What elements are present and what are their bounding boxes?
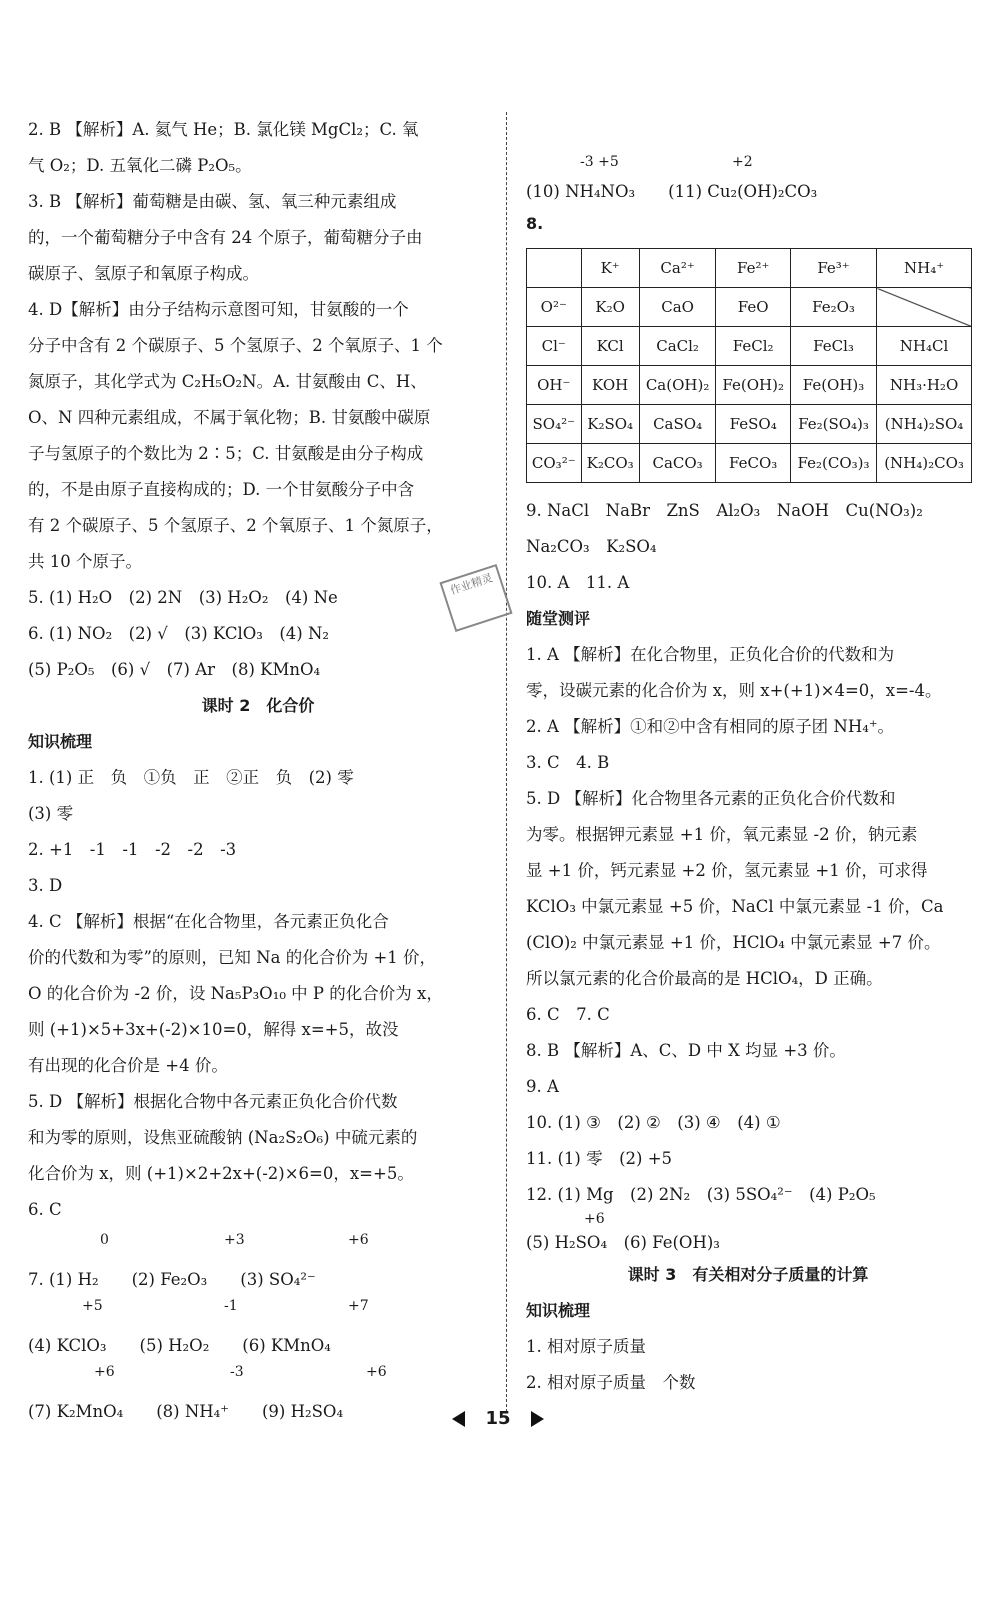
answer-line: 2. A 【解析】①和②中含有相同的原子团 NH₄⁺。 [526, 717, 895, 736]
table-row [527, 444, 972, 483]
q8-label: 8. [526, 214, 544, 233]
table-row [527, 327, 972, 366]
oxidation-state: +3 [224, 1232, 245, 1248]
answer-line: 3. C 4. B [526, 753, 610, 772]
answer-line: 10. (1) ③ (2) ② (3) ④ (4) ① [526, 1113, 781, 1132]
q12-row-2 [526, 1213, 970, 1257]
table-cell: K⁺ [581, 249, 639, 288]
table-cell: K₂O [581, 288, 639, 327]
oxidation-state: +2 [732, 154, 753, 170]
table-cell: Ca(OH)₂ [639, 366, 716, 405]
answer-line: 10. A 11. A [526, 573, 630, 592]
answer-line: 9. A [526, 1077, 559, 1096]
answer-line: 5. (1) H₂O (2) 2N (3) H₂O₂ (4) Ne [28, 588, 338, 607]
answer-line: (ClO)₂ 中氯元素显 +1 价，HClO₄ 中氯元素显 +7 价。 [526, 933, 941, 952]
table-cell: NH₄Cl [877, 327, 972, 366]
table-cell: FeCl₃ [790, 327, 876, 366]
answer-line: O 的化合价为 -2 价，设 Na₅P₃O₁₀ 中 P 的化合价为 x， [28, 984, 443, 1003]
answer-line: 的，不是由原子直接构成的；D. 一个甘氨酸分子中含 [28, 480, 415, 499]
answer-line: (5) P₂O₅ (6) √ (7) Ar (8) KMnO₄ [28, 660, 321, 679]
table-cell: FeSO₄ [716, 405, 791, 444]
answer-line: 有 2 个碳原子、5 个氢原子、2 个氧原子、1 个氮原子， [28, 516, 443, 535]
answer-line: O、N 四种元素组成，不属于氧化物；B. 甘氨酸中碳原 [28, 408, 431, 427]
table-cell: KCl [581, 327, 639, 366]
answer-line: 所以氯元素的化合价最高的是 HClO₄，D 正确。 [526, 969, 883, 988]
answer-line: 11. (1) 零 (2) +5 [526, 1149, 673, 1168]
prev-page-icon[interactable] [452, 1411, 465, 1427]
answer-line: 的，一个葡萄糖分子中含有 24 个原子，葡萄糖分子由 [28, 228, 423, 247]
answer-line: 6. (1) NO₂ (2) √ (3) KClO₃ (4) N₂ [28, 624, 330, 643]
lesson-3-title: 课时 3 有关相对分子质量的计算 [627, 1265, 869, 1284]
ion-compound-table [526, 248, 972, 483]
formula-text: (7) K₂MnO₄ (8) NH₄⁺ (9) H₂SO₄ [28, 1402, 344, 1421]
left-column [28, 112, 488, 1426]
answer-line: 5. D 【解析】化合物里各元素的正负化合价代数和 [526, 789, 896, 808]
answer-line: 1. (1) 正 负 ①负 正 ②正 负 (2) 零 [28, 768, 354, 787]
answer-line: 共 10 个原子。 [28, 552, 142, 571]
answer-line: Na₂CO₃ K₂SO₄ [526, 537, 657, 556]
table-cell: CaCO₃ [639, 444, 716, 483]
section-label: 随堂测评 [526, 609, 591, 628]
answer-line: 2. 相对原子质量 个数 [526, 1373, 696, 1392]
table-row [527, 288, 972, 327]
table-cell: CO₃²⁻ [527, 444, 582, 483]
answer-line: 6. C [28, 1200, 62, 1219]
table-cell: Fe(OH)₃ [790, 366, 876, 405]
answer-line: 和为零的原则，设焦亚硫酸钠 (Na₂S₂O₆) 中硫元素的 [28, 1128, 418, 1147]
oxidation-state: 0 [100, 1232, 109, 1248]
answer-line: 价的代数和为零”的原则，已知 Na 的化合价为 +1 价， [28, 948, 437, 967]
answer-line: 5. D 【解析】根据化合物中各元素正负化合价代数 [28, 1092, 398, 1111]
table-cell: Ca²⁺ [639, 249, 716, 288]
answer-line: 9. NaCl NaBr ZnS Al₂O₃ NaOH Cu(NO₃)₂ [526, 501, 923, 520]
answer-line: 碳原子、氢原子和氧原子构成。 [28, 264, 259, 283]
right-column [526, 150, 970, 1401]
formula-text: (5) H₂SO₄ (6) Fe(OH)₃ [526, 1233, 720, 1252]
answer-line: 零，设碳元素的化合价为 x，则 x+(+1)×4=0，x=-4。 [526, 681, 942, 700]
answer-line: 显 +1 价，钙元素显 +2 价，氢元素显 +1 价，可求得 [526, 861, 928, 880]
stamp-text: 作业精灵 [448, 571, 495, 598]
table-cell: Fe(OH)₂ [716, 366, 791, 405]
table-cell: NH₄⁺ [877, 249, 972, 288]
answer-line: 气 O₂；D. 五氧化二磷 P₂O₅。 [28, 156, 252, 175]
formula-text: (4) KClO₃ (5) H₂O₂ (6) KMnO₄ [28, 1336, 331, 1355]
answer-line: 3. B 【解析】葡萄糖是由碳、氢、氧三种元素组成 [28, 192, 397, 211]
answer-line: 2. +1 -1 -1 -2 -2 -3 [28, 840, 237, 859]
table-cell: Fe²⁺ [716, 249, 791, 288]
answer-line: 1. A 【解析】在化合物里，正负化合价的代数和为 [526, 645, 895, 664]
oxidation-state: +6 [348, 1232, 369, 1248]
oxidation-state: -3 +5 [580, 154, 619, 170]
table-cell [527, 249, 582, 288]
page-number: 15 [485, 1408, 511, 1429]
answer-line: 12. (1) Mg (2) 2N₂ (3) 5SO₄²⁻ (4) P₂O₅ [526, 1185, 876, 1204]
oxidation-state: +6 [366, 1364, 387, 1380]
answer-line: 8. B 【解析】A、C、D 中 X 均显 +3 价。 [526, 1041, 846, 1060]
table-cell-diagonal [877, 288, 972, 327]
formula-text: 7. (1) H₂ (2) Fe₂O₃ (3) SO₄²⁻ [28, 1270, 316, 1289]
section-label: 知识梳理 [28, 732, 93, 751]
table-cell: Fe³⁺ [790, 249, 876, 288]
formula-text: (10) NH₄NO₃ (11) Cu₂(OH)₂CO₃ [526, 182, 818, 201]
q7-row-4 [526, 150, 970, 206]
answer-line: 化合价为 x，则 (+1)×2+2x+(-2)×6=0，x=+5。 [28, 1164, 414, 1183]
answer-line: 子与氢原子的个数比为 2∶5；C. 甘氨酸是由分子构成 [28, 444, 424, 463]
table-cell: Cl⁻ [527, 327, 582, 366]
answer-line: 1. 相对原子质量 [526, 1337, 646, 1356]
table-cell: (NH₄)₂CO₃ [877, 444, 972, 483]
answer-line: KClO₃ 中氯元素显 +5 价，NaCl 中氯元素显 -1 价，Ca [526, 897, 944, 916]
page-footer [0, 1408, 996, 1429]
answer-line: 氮原子，其化学式为 C₂H₅O₂N。A. 甘氨酸由 C、H、 [28, 372, 427, 391]
answer-line: (3) 零 [28, 804, 74, 823]
table-cell: K₂CO₃ [581, 444, 639, 483]
table-row [527, 366, 972, 405]
oxidation-state: -1 [224, 1298, 238, 1314]
oxidation-state: +5 [82, 1298, 103, 1314]
table-cell: KOH [581, 366, 639, 405]
table-cell: FeCl₂ [716, 327, 791, 366]
answer-line: 为零。根据钾元素显 +1 价，氧元素显 -2 价，钠元素 [526, 825, 918, 844]
table-cell: SO₄²⁻ [527, 405, 582, 444]
oxidation-state: +7 [348, 1298, 369, 1314]
answer-line: 分子中含有 2 个碳原子、5 个氢原子、2 个氧原子、1 个 [28, 336, 443, 355]
table-cell: FeCO₃ [716, 444, 791, 483]
oxidation-state: +6 [94, 1364, 115, 1380]
answer-line: 6. C 7. C [526, 1005, 610, 1024]
answer-line: 有出现的化合价是 +4 价。 [28, 1056, 228, 1075]
table-cell: OH⁻ [527, 366, 582, 405]
lesson-2-title: 课时 2 化合价 [201, 696, 315, 715]
table-cell: K₂SO₄ [581, 405, 639, 444]
table-cell: CaSO₄ [639, 405, 716, 444]
table-row [527, 405, 972, 444]
table-cell: Fe₂(SO₄)₃ [790, 405, 876, 444]
answer-line: 4. D【解析】由分子结构示意图可知，甘氨酸的一个 [28, 300, 409, 319]
section-label: 知识梳理 [526, 1301, 591, 1320]
answer-line: 4. C 【解析】根据“在化合物里，各元素正负化合 [28, 912, 389, 931]
table-cell: O²⁻ [527, 288, 582, 327]
column-divider [506, 112, 507, 1412]
answer-line: 3. D [28, 876, 63, 895]
oxidation-state: -3 [230, 1364, 244, 1380]
answer-line: 则 (+1)×5+3x+(-2)×10=0，解得 x=+5，故没 [28, 1020, 399, 1039]
table-cell: CaCl₂ [639, 327, 716, 366]
table-cell: (NH₄)₂SO₄ [877, 405, 972, 444]
answer-line: 2. B 【解析】A. 氦气 He；B. 氯化镁 MgCl₂；C. 氧 [28, 120, 419, 139]
table-cell: Fe₂O₃ [790, 288, 876, 327]
oxidation-state: +6 [584, 1211, 605, 1227]
q7-row-1 [28, 1228, 488, 1294]
table-cell: NH₃·H₂O [877, 366, 972, 405]
q7-row-2 [28, 1294, 488, 1360]
table-header-row [527, 249, 972, 288]
table-cell: FeO [716, 288, 791, 327]
next-page-icon[interactable] [531, 1411, 544, 1427]
table-cell: Fe₂(CO₃)₃ [790, 444, 876, 483]
table-cell: CaO [639, 288, 716, 327]
